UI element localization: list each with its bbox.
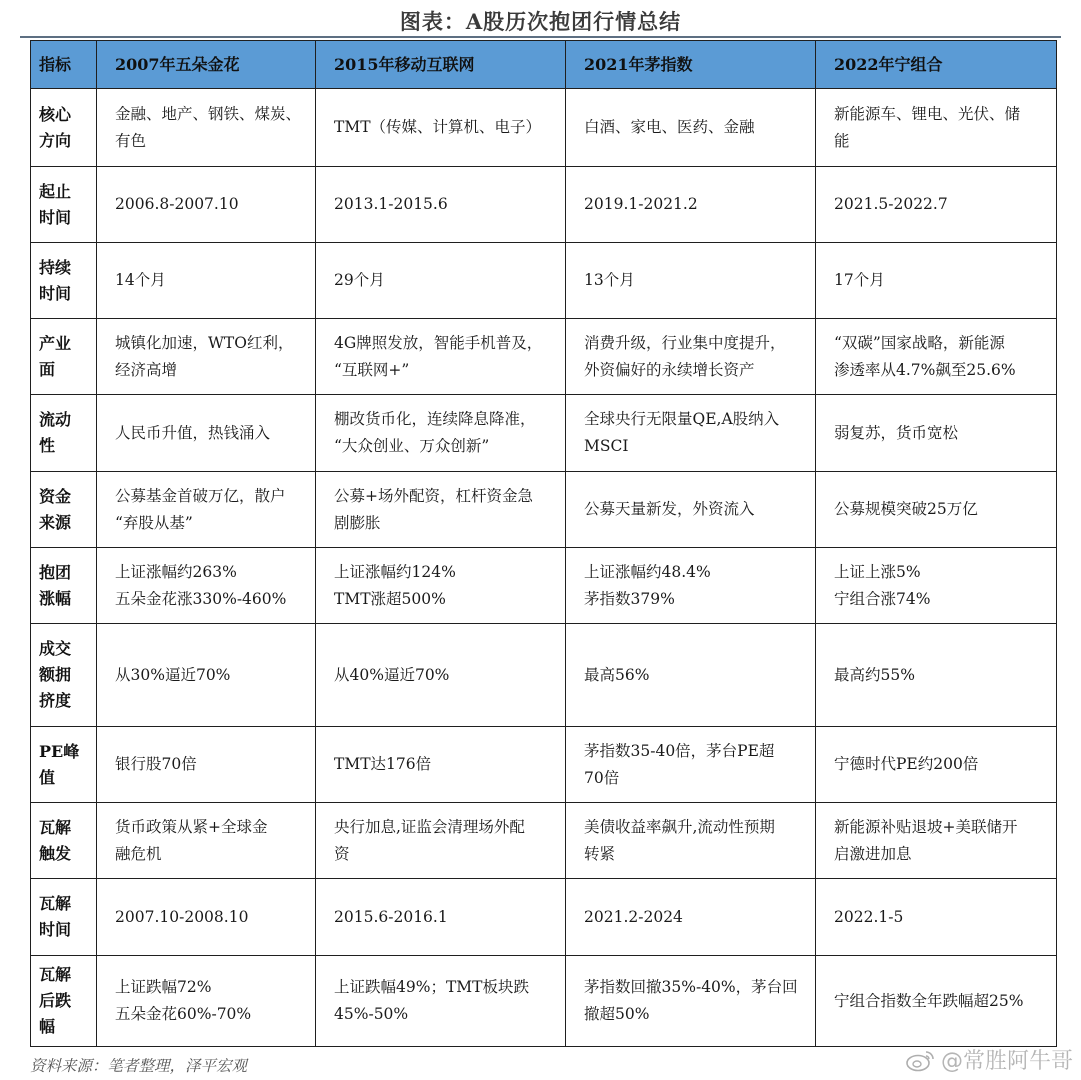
cell-text-line: 五朵金花涨330%-460% xyxy=(115,589,287,608)
cell-text-line: 13个月 xyxy=(584,271,635,289)
table-cell xyxy=(316,167,566,243)
cell-text-line: 人民币升值，热钱涌入 xyxy=(115,423,271,442)
header-col-2015: 2015年移动互联网 xyxy=(316,41,566,89)
cell-text-line: 外资偏好的永续增长资产 xyxy=(584,360,755,379)
cell-text-line: 宁德时代PE约200倍 xyxy=(834,755,979,773)
table-cell xyxy=(566,879,816,956)
table-cell xyxy=(97,956,316,1047)
table-cell xyxy=(316,727,566,803)
row-label-line: 流动 xyxy=(39,410,72,429)
table-row-collapse-trigger xyxy=(31,803,1057,879)
table-cell xyxy=(316,956,566,1047)
row-label-line: 额拥 xyxy=(39,665,72,684)
cell-text-line: 新能源补贴退坡+美联储开 xyxy=(834,817,1018,836)
row-label-line: 瓦解 xyxy=(39,817,72,837)
row-label-line: PE峰 xyxy=(39,741,80,761)
table-cell xyxy=(566,956,816,1047)
table-row-core-direction xyxy=(31,89,1057,167)
table-row-turnover-crowding xyxy=(31,624,1057,727)
watermark xyxy=(905,1044,1073,1075)
row-label-line: 瓦解 xyxy=(39,894,72,913)
table-cell xyxy=(816,89,1057,167)
row-label xyxy=(31,319,97,395)
row-label-line: 产业 xyxy=(39,333,72,353)
cell-text-line: 经济高增 xyxy=(115,360,178,379)
table-row-pe-peak xyxy=(31,727,1057,803)
header-label: 指标 xyxy=(31,41,97,89)
cell-text-line: 公募+场外配资，杠杆资金急 xyxy=(334,486,533,505)
row-label-line: 瓦解 xyxy=(39,965,72,984)
cell-text-line: 2006.8-2007.10 xyxy=(115,195,239,213)
row-label-line: 幅 xyxy=(39,1017,56,1036)
row-label-line: 核心 xyxy=(39,104,72,124)
table-cell xyxy=(97,624,316,727)
cell-text-line: 上证涨幅约48.4% xyxy=(584,562,711,581)
cell-text-line: 茅指数379% xyxy=(584,589,675,608)
table-cell xyxy=(97,243,316,319)
table-cell xyxy=(816,727,1057,803)
cell-text-line: 公募基金首破万亿，散户 xyxy=(115,486,286,505)
cell-text-line: 公募天量新发，外资流入 xyxy=(584,500,755,518)
cell-text-line: 从40%逼近70% xyxy=(334,665,450,684)
table-cell xyxy=(97,395,316,472)
cell-text-line: 最高56% xyxy=(584,665,650,684)
cell-text-line: 茅指数回撤35%-40%，茅台回 xyxy=(584,978,798,996)
row-label-line: 持续 xyxy=(39,257,72,277)
cell-text-line: 最高约55% xyxy=(834,665,915,684)
cell-text-line: 美债收益率飙升,流动性预期 xyxy=(584,817,775,836)
table-cell xyxy=(816,243,1057,319)
cell-text-line: 17个月 xyxy=(834,271,885,289)
table-cell xyxy=(566,727,816,803)
row-label xyxy=(31,548,97,624)
cell-text-line: 启激进加息 xyxy=(834,844,912,863)
cell-text-line: 货币政策从紧+全球金 xyxy=(115,817,268,836)
cell-text-line: 新能源车、锂电、光伏、储 xyxy=(834,104,1021,123)
table-cell xyxy=(566,167,816,243)
cell-text-line: 城镇化加速，WTO红利， xyxy=(115,333,294,352)
cell-text-line: MSCI xyxy=(584,437,629,455)
cell-text-line: 全球央行无限量QE,A股纳入 xyxy=(584,410,780,428)
row-label xyxy=(31,243,97,319)
cell-text-line: 45%-50% xyxy=(334,1005,409,1023)
cell-text-line: 白酒、家电、医药、金融 xyxy=(584,118,755,136)
row-label-line: 来源 xyxy=(39,512,72,532)
row-label-line: 面 xyxy=(39,359,56,379)
cell-text-line: 2013.1-2015.6 xyxy=(334,195,448,213)
row-label-line: 后跌 xyxy=(39,991,72,1010)
row-label xyxy=(31,803,97,879)
cell-text-line: 撤超50% xyxy=(584,1005,650,1023)
row-label-line: 触发 xyxy=(39,843,72,863)
row-label-line: 性 xyxy=(39,436,56,455)
table-cell xyxy=(97,89,316,167)
row-label-line: 值 xyxy=(39,767,56,787)
table-cell xyxy=(816,956,1057,1047)
cell-text-line: 2021.5-2022.7 xyxy=(834,195,948,213)
cell-text-line: TMT涨超500% xyxy=(334,589,446,608)
row-label xyxy=(31,727,97,803)
table-cell xyxy=(97,319,316,395)
cell-text-line: “双碳”国家战略，新能源 xyxy=(834,333,1005,352)
table-cell xyxy=(816,395,1057,472)
weibo-icon xyxy=(905,1048,935,1072)
table-cell xyxy=(316,89,566,167)
table-row-liquidity xyxy=(31,395,1057,472)
table-title: 图表：A股历次抱团行情总结 xyxy=(399,9,682,34)
cell-text-line: 棚改货币化，连续降息降准， xyxy=(334,410,536,428)
cell-text-line: “大众创业、万众创新” xyxy=(334,437,490,455)
cell-text-line: 有色 xyxy=(115,131,147,150)
row-label-line: 方向 xyxy=(39,130,72,150)
table-cell xyxy=(316,243,566,319)
cell-text-line: TMT达176倍 xyxy=(334,755,432,773)
title-divider xyxy=(20,36,1061,38)
cell-text-line: 从30%逼近70% xyxy=(115,665,231,684)
cell-text-line: 金融、地产、钢铁、煤炭、 xyxy=(115,104,302,123)
table-cell xyxy=(316,319,566,395)
cell-text-line: 上证上涨5% xyxy=(834,562,921,581)
header-row xyxy=(31,41,1057,89)
table-row-rally-gain xyxy=(31,548,1057,624)
table-cell xyxy=(97,803,316,879)
table-cell xyxy=(97,548,316,624)
table-cell xyxy=(816,472,1057,548)
row-label xyxy=(31,89,97,167)
table-cell xyxy=(566,803,816,879)
cell-text-line: 上证跌幅49%；TMT板块跌 xyxy=(334,978,529,996)
cell-text-line: 宁组合指数全年跌幅超25% xyxy=(834,991,1024,1010)
row-label-line: 资金 xyxy=(39,486,72,506)
cell-text-line: 弱复苏，货币宽松 xyxy=(834,423,959,442)
source-note: 资料来源：笔者整理，泽平宏观 xyxy=(30,1057,248,1075)
row-label xyxy=(31,167,97,243)
row-label-line: 成交 xyxy=(39,639,72,658)
watermark-text: @常胜阿牛哥 xyxy=(940,1049,1073,1074)
cell-text-line: 资 xyxy=(334,844,350,863)
row-label-line: 时间 xyxy=(39,283,72,303)
cell-text-line: 转紧 xyxy=(584,844,616,863)
cell-text-line: 银行股70倍 xyxy=(115,755,197,773)
header-col-2022: 2022年宁组合 xyxy=(816,41,1057,89)
cell-text-line: 五朵金花60%-70% xyxy=(115,1005,252,1023)
cell-text-line: TMT（传媒、计算机、电子） xyxy=(334,118,542,136)
cell-text-line: 上证涨幅约263% xyxy=(115,562,237,581)
table-cell xyxy=(816,548,1057,624)
row-label-line: 涨幅 xyxy=(39,588,72,608)
cell-text-line: 渗透率从4.7%飙至25.6% xyxy=(834,360,1016,379)
row-label xyxy=(31,624,97,727)
cell-text-line: 融危机 xyxy=(115,844,162,863)
table-cell xyxy=(816,167,1057,243)
table-cell xyxy=(566,472,816,548)
cell-text-line: 能 xyxy=(834,131,850,150)
cell-text-line: “互联网+” xyxy=(334,360,410,379)
table-cell xyxy=(316,803,566,879)
cell-text-line: 央行加息,证监会清理场外配 xyxy=(334,817,525,836)
table-row-collapse-time xyxy=(31,879,1057,956)
cell-text-line: 上证跌幅72% xyxy=(115,978,212,996)
table-cell xyxy=(566,319,816,395)
row-label-line: 时间 xyxy=(39,207,72,227)
cell-text-line: 2015.6-2016.1 xyxy=(334,907,448,926)
summary-table xyxy=(30,40,1057,1047)
table-cell xyxy=(566,89,816,167)
cell-text-line: 上证涨幅约124% xyxy=(334,562,456,581)
row-label-line: 时间 xyxy=(39,920,72,939)
table-cell xyxy=(816,624,1057,727)
row-label-line: 抱团 xyxy=(39,562,72,582)
cell-text-line: 茅指数35-40倍，茅台PE超 xyxy=(584,741,775,760)
cell-text-line: “弃股从基” xyxy=(115,513,193,532)
table-cell xyxy=(316,395,566,472)
table-cell xyxy=(316,472,566,548)
cell-text-line: 14个月 xyxy=(115,271,166,289)
row-label-line: 起止 xyxy=(39,181,72,201)
table-row-duration xyxy=(31,243,1057,319)
table-cell xyxy=(316,879,566,956)
table-cell xyxy=(816,879,1057,956)
cell-text-line: 剧膨胀 xyxy=(334,513,381,532)
row-label xyxy=(31,879,97,956)
table-row-industry xyxy=(31,319,1057,395)
table-cell xyxy=(816,803,1057,879)
row-label xyxy=(31,956,97,1047)
row-label xyxy=(31,395,97,472)
table-cell xyxy=(97,727,316,803)
cell-text-line: 公募规模突破25万亿 xyxy=(834,500,978,518)
cell-text-line: 2007.10-2008.10 xyxy=(115,907,249,926)
table-row-post-collapse-drop xyxy=(31,956,1057,1047)
table-cell xyxy=(97,879,316,956)
table-cell xyxy=(816,319,1057,395)
table-cell xyxy=(316,548,566,624)
cell-text-line: 70倍 xyxy=(584,768,620,787)
header-col-2007: 2007年五朵金花 xyxy=(97,41,316,89)
table-cell xyxy=(97,167,316,243)
table-cell xyxy=(566,243,816,319)
table-cell xyxy=(97,472,316,548)
table-row-start-end-time xyxy=(31,167,1057,243)
row-label xyxy=(31,472,97,548)
table-cell xyxy=(566,548,816,624)
cell-text-line: 消费升级，行业集中度提升， xyxy=(584,333,786,352)
table-cell xyxy=(316,624,566,727)
cell-text-line: 2019.1-2021.2 xyxy=(584,195,698,213)
row-label-line: 挤度 xyxy=(39,691,72,710)
cell-text-line: 29个月 xyxy=(334,271,385,289)
table-row-fund-source xyxy=(31,472,1057,548)
table-cell xyxy=(566,624,816,727)
cell-text-line: 宁组合涨74% xyxy=(834,589,931,608)
cell-text-line: 4G牌照发放，智能手机普及， xyxy=(334,333,543,352)
table-cell xyxy=(566,395,816,472)
header-col-2021: 2021年茅指数 xyxy=(566,41,816,89)
cell-text-line: 2021.2-2024 xyxy=(584,907,683,926)
cell-text-line: 2022.1-5 xyxy=(834,907,904,926)
